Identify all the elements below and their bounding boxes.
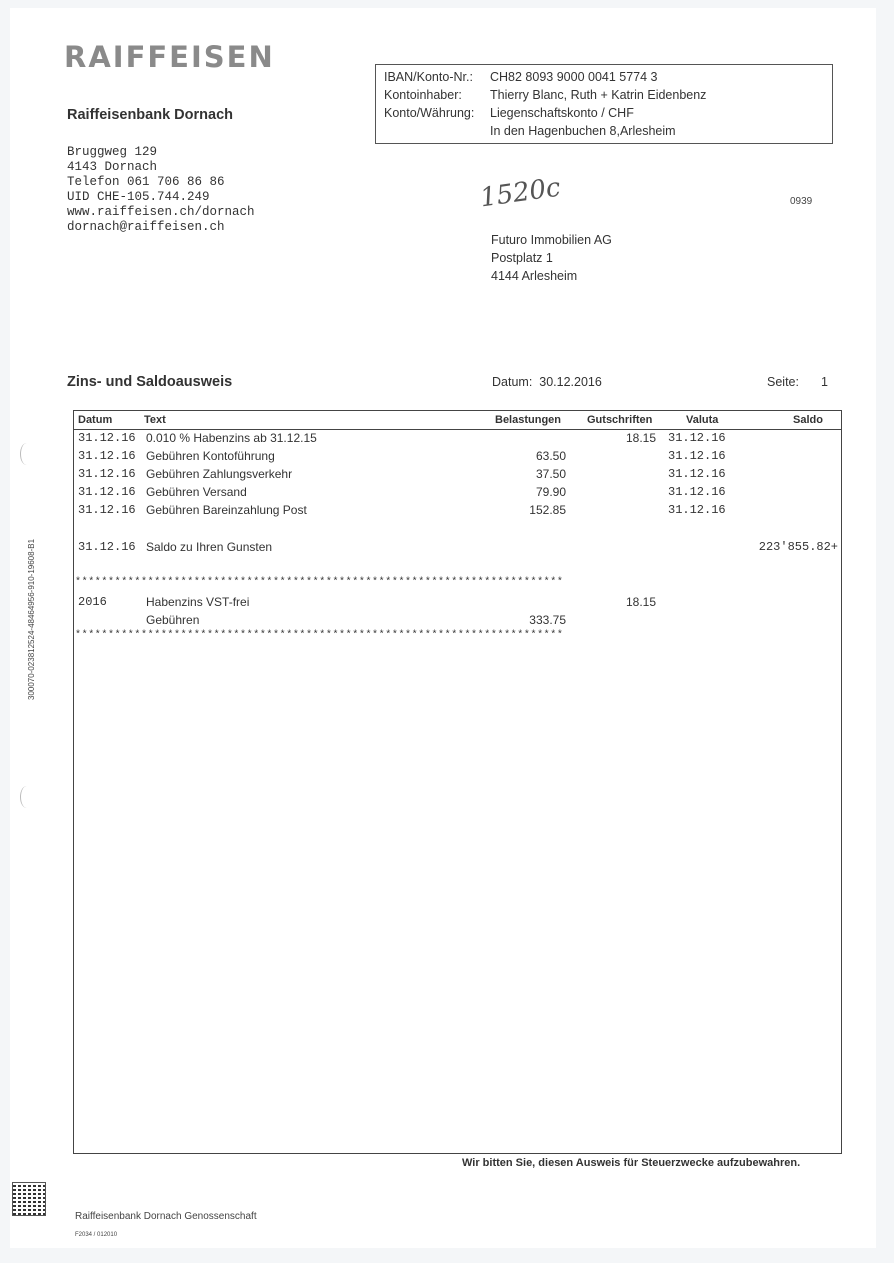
row-valuta: 31.12.16 <box>668 431 726 445</box>
iban-label: IBAN/Konto-Nr.: <box>384 70 473 84</box>
row-text: Gebühren Versand <box>146 485 247 499</box>
balance-date: 31.12.16 <box>78 540 136 554</box>
tax-note: Wir bitten Sie, diesen Ausweis für Steuerzwecke aufzubewahren. <box>462 1157 801 1169</box>
header-belastungen: Belastungen <box>495 414 562 426</box>
balance-amount: 223'855.82+ <box>758 540 838 554</box>
row-text: 0.010 % Habenzins ab 31.12.15 <box>146 431 317 445</box>
bank-city: 4143 Dornach <box>67 160 158 174</box>
date-label: Datum: <box>492 375 533 389</box>
separator-line: ************************************************************************** <box>75 577 564 588</box>
bank-address <box>67 145 255 235</box>
row-text: Gebühren Zahlungsverkehr <box>146 467 293 481</box>
header-saldo: Saldo <box>793 414 823 426</box>
header-text: Text <box>144 414 166 426</box>
balance-text: Saldo zu Ihren Gunsten <box>146 540 273 554</box>
punch-hole-mark <box>20 786 33 808</box>
summary-debit: 333.75 <box>529 613 566 627</box>
row-valuta: 31.12.16 <box>668 485 726 499</box>
row-date: 31.12.16 <box>78 503 136 517</box>
holder-value: Thierry Blanc, Ruth + Katrin Eidenbenz <box>490 88 707 102</box>
row-text: Gebühren Bareinzahlung Post <box>146 503 307 517</box>
reference-code: 0939 <box>790 196 813 207</box>
recipient-company: Futuro Immobilien AG <box>491 233 612 247</box>
row-text: Gebühren Kontoführung <box>146 449 275 463</box>
recipient-street: Postplatz 1 <box>491 251 553 265</box>
row-valuta: 31.12.16 <box>668 503 726 517</box>
handwritten-note: 1520c <box>478 172 563 214</box>
form-code: F2034 / 012010 <box>75 1232 118 1238</box>
transactions-table-frame <box>73 410 842 1154</box>
footer-bank-cooperative: Raiffeisenbank Dornach Genossenschaft <box>75 1211 257 1222</box>
row-debit: 152.85 <box>529 503 566 517</box>
account-info-box <box>375 64 833 144</box>
bank-email: dornach@raiffeisen.ch <box>67 220 225 234</box>
currency-value: Liegenschaftskonto / CHF <box>490 106 634 120</box>
row-date: 31.12.16 <box>78 467 136 481</box>
statement-title: Zins- und Saldoausweis <box>67 374 233 390</box>
side-document-id: 300070-023812524-48464956-910-19608-B1 <box>27 538 36 700</box>
bank-phone: Telefon 061 706 86 86 <box>67 175 225 189</box>
row-debit: 37.50 <box>535 467 566 481</box>
bank-logo: RAIFFEISEN <box>64 40 275 74</box>
date-value: 30.12.2016 <box>539 375 602 389</box>
recipient-address <box>491 231 612 285</box>
summary-text: Habenzins VST-frei <box>146 595 250 609</box>
row-valuta: 31.12.16 <box>668 449 726 463</box>
summary-year: 2016 <box>78 595 107 609</box>
header-gutschriften: Gutschriften <box>587 414 653 426</box>
currency-label: Konto/Währung: <box>384 106 475 120</box>
page-number <box>767 375 828 389</box>
summary-text: Gebühren <box>146 613 200 627</box>
bank-name: Raiffeisenbank Dornach <box>67 107 233 123</box>
account-address: In den Hagenbuchen 8,Arlesheim <box>490 124 676 138</box>
row-credit: 18.15 <box>625 431 656 445</box>
holder-label: Kontoinhaber: <box>384 88 462 102</box>
recipient-city: 4144 Arlesheim <box>491 269 578 283</box>
summary-credit: 18.15 <box>625 595 656 609</box>
row-valuta: 31.12.16 <box>668 467 726 481</box>
row-debit: 63.50 <box>535 449 566 463</box>
bank-street: Bruggweg 129 <box>67 145 158 159</box>
row-date: 31.12.16 <box>78 431 136 445</box>
header-datum: Datum <box>78 414 113 426</box>
table-header <box>73 410 842 430</box>
page-value: 1 <box>820 375 828 389</box>
bank-uid: UID CHE-105.744.249 <box>67 190 210 204</box>
punch-hole-mark <box>20 443 33 465</box>
iban-value: CH82 8093 9000 0041 5774 3 <box>490 70 658 84</box>
row-debit: 79.90 <box>535 485 566 499</box>
header-valuta: Valuta <box>686 414 719 426</box>
qr-code-icon <box>13 1183 45 1215</box>
row-date: 31.12.16 <box>78 485 136 499</box>
row-date: 31.12.16 <box>78 449 136 463</box>
separator-line: ************************************************************************** <box>75 630 564 641</box>
bank-website: www.raiffeisen.ch/dornach <box>67 205 255 219</box>
page-label: Seite: <box>767 375 799 389</box>
statement-date <box>492 375 602 389</box>
